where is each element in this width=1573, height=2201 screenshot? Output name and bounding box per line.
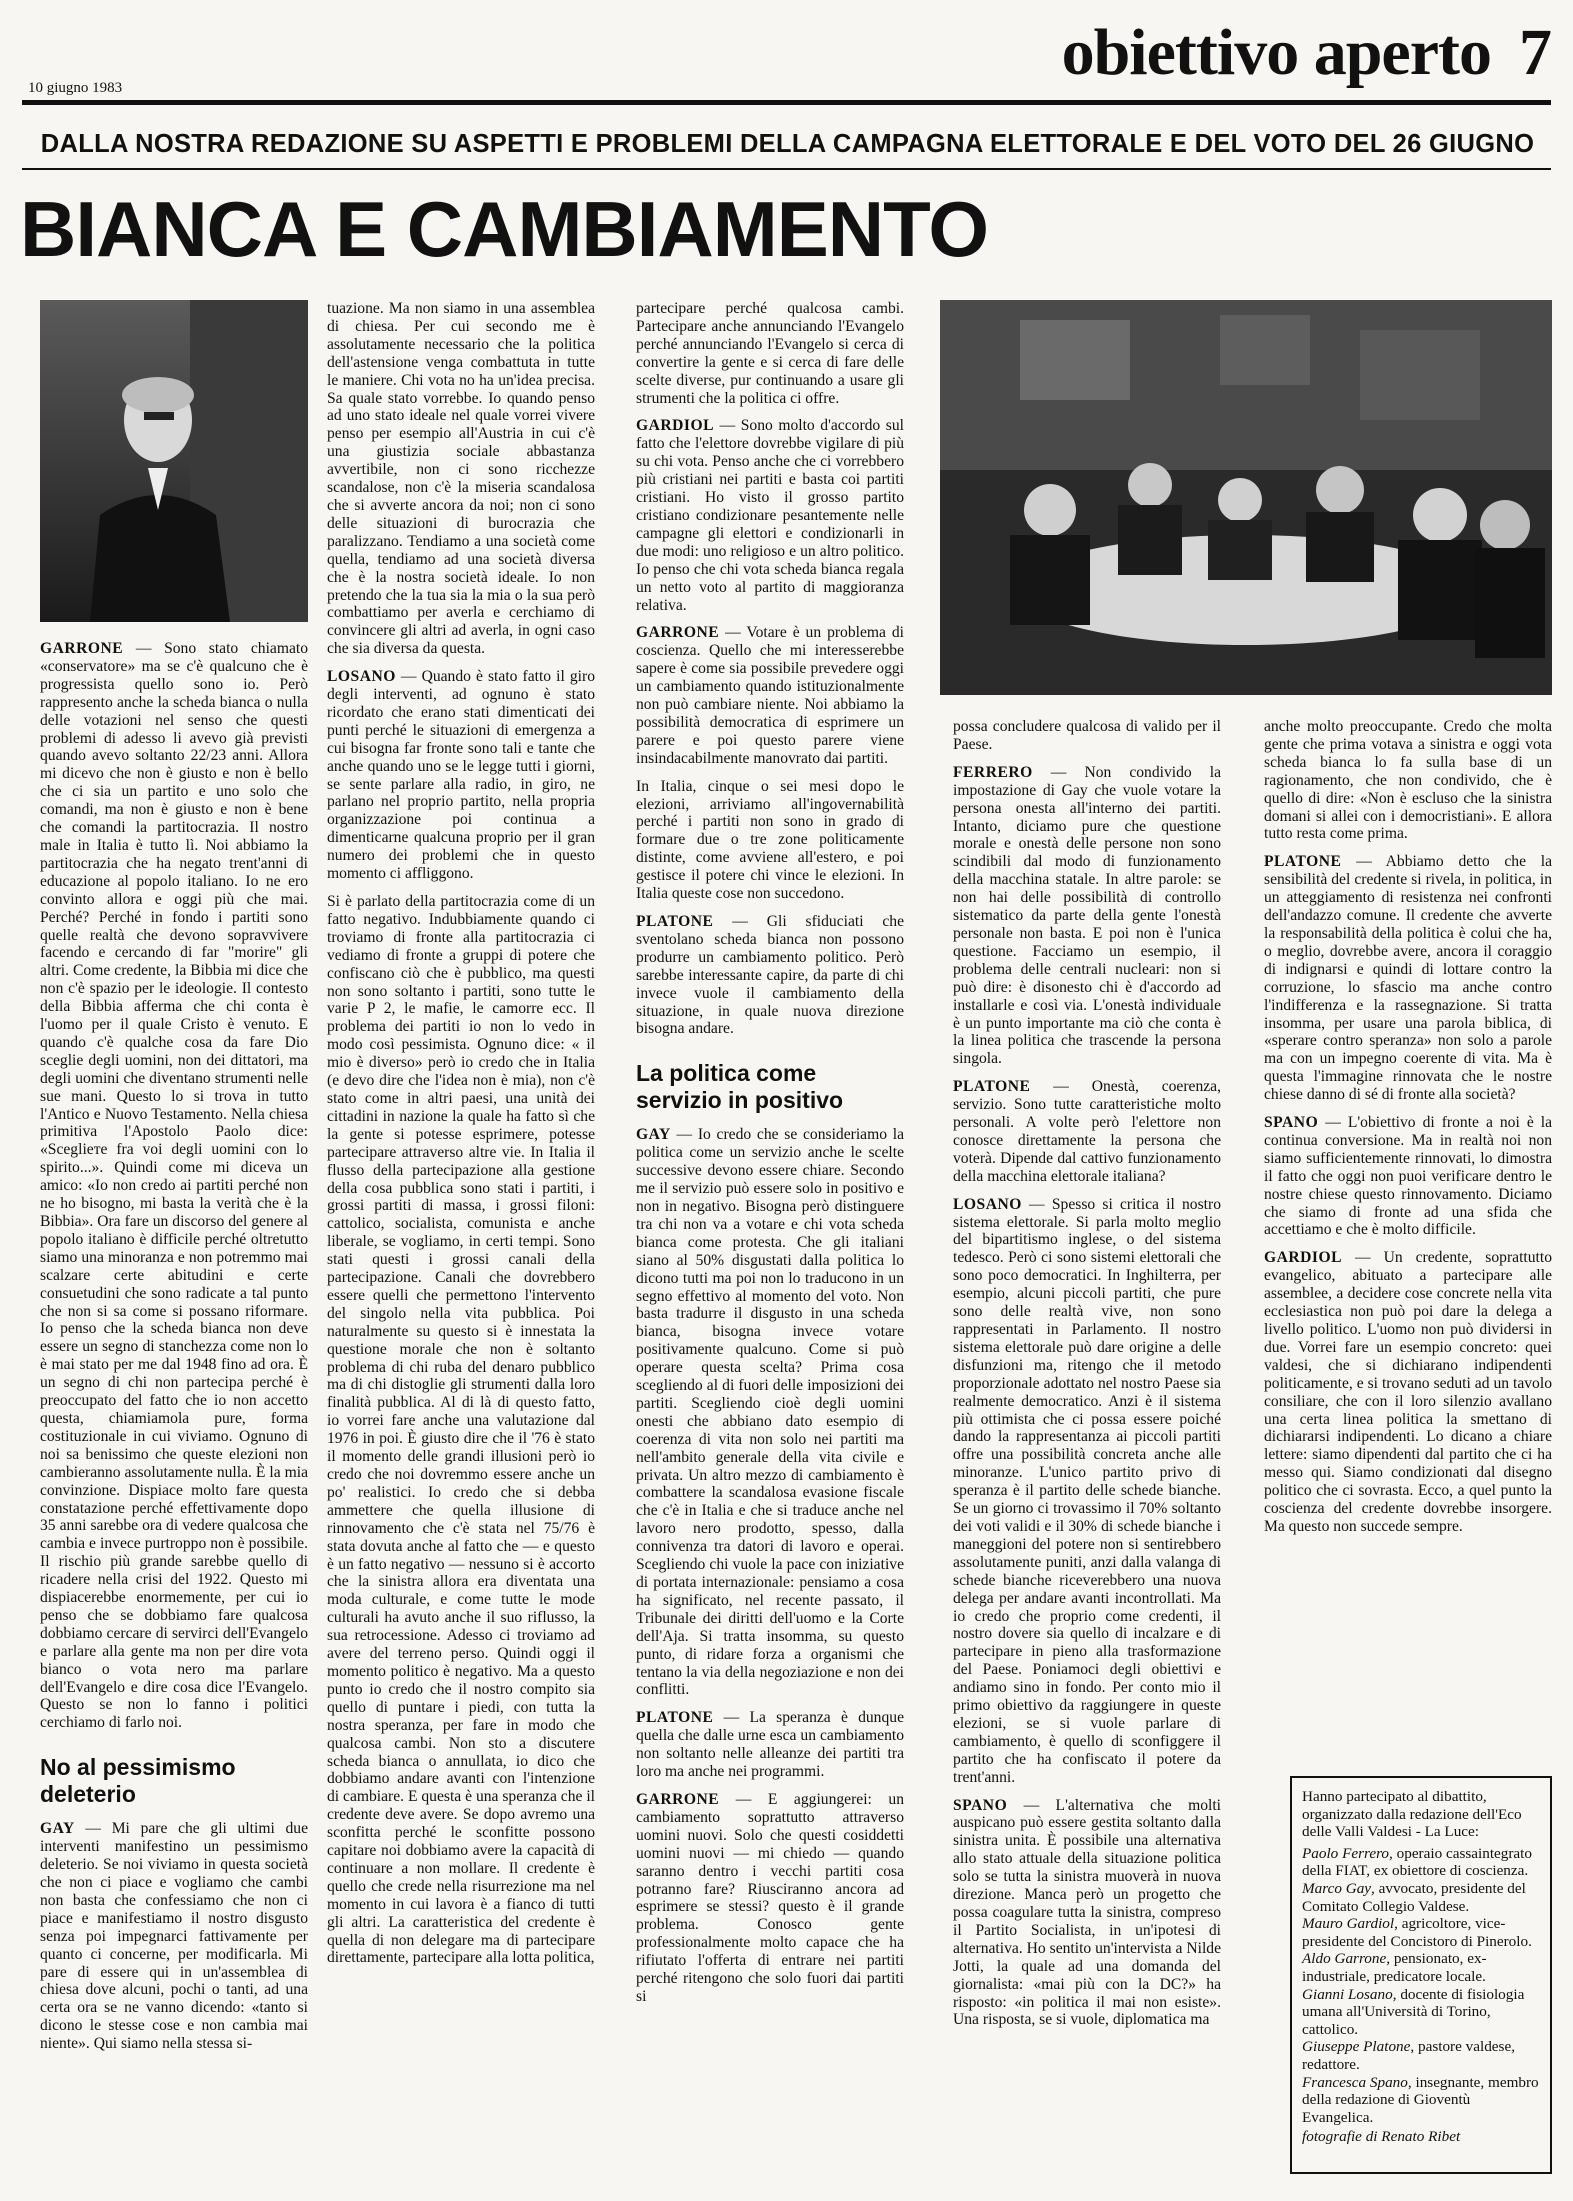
paragraph xyxy=(636,417,904,614)
paragraph-text: Sono molto d'accordo sul fatto che l'elettore dovrebbe vigilare di più su chi vota. Penso anche che ci vorrebbero più cristiani nei partiti e basta coi partiti cristiani. Ho visto il grosso partito cristiano condizionare pesantemente nelle campagne gli elettori e condizionarli in due modi: uno religioso e un altro politico. Io penso che chi vota scheda bianca regala un netto voto al partito di maggioranza relativa. xyxy=(636,417,904,614)
paragraph-text: Votare è un problema di coscienza. Quello che mi interesserebbe sapere è come sia possibile prevedere oggi un cambiamento quando istituzionalmente non può cambiare niente. Noi abbiamo la possibilità democratica di esprimere un parere e poi questo parere viene insindacabilmente manovrato dai partiti. xyxy=(636,624,904,767)
article-column-5 xyxy=(1264,718,1552,1758)
paragraph xyxy=(327,668,595,883)
paragraph xyxy=(1264,718,1552,843)
speaker-name: PLATONE xyxy=(636,913,714,930)
participant-entry xyxy=(1302,1950,1540,1985)
paragraph xyxy=(953,1078,1221,1185)
paragraph xyxy=(327,300,595,658)
paragraph-text: Abbiamo detto che la sensibilità del credente si rivela, in politica, in un atteggiamento di resistenza nei confronti dell'andazzo comune. Il credente che avverte la responsabilità della politica è colui che ha, o meglio, dovrebbe avere, ancora il coraggio di indignarsi e quindi di lottare contro la corruzione, lo sfascio ma anche contro l'indifferenza e la rassegnazione. Si tratta insomma, per usare una parola biblica, di «sperare contro speranza» non solo a parole ma con un impegno coerente di vita. Ma è questa l'immagine rinnovata che le nostre chiese danno di sé di fronte alla società? xyxy=(1264,853,1552,1104)
paragraph xyxy=(327,893,595,1967)
paragraph-text: Onestà, coerenza, servizio. Sono tutte caratteristiche molto personali. A volte però l'elettore non conosce direttamente la persona che voterà. Dipende dal cattivo funzionamento della macchina elettorale italiana? xyxy=(953,1078,1221,1185)
speaker-name: GARRONE xyxy=(636,1790,720,1808)
paragraph-text: Quando è stato fatto il giro degli interventi, ad ognuno è stato ricordato che erano stati dimenticati dei punti perché le situazioni di emergenza a cui bisogna far fronte sono tali e tante che anche quando uno se le legge tutti i giorni, se sente parlare alla radio, in giro, ne parlano nel proprio partito, nella propria organizzazione poi continua a dimenticarne qualcuna proprio per il gran numero dei problemi che in questo momento ci affliggono. xyxy=(327,668,595,883)
participant-role: , operaio cassaintegrato della FIAT, ex obiettore di coscienza. xyxy=(1302,1844,1532,1880)
participant-name: Paolo Ferrero xyxy=(1302,1844,1390,1862)
article-column-4 xyxy=(953,718,1221,2180)
speaker-name: PLATONE xyxy=(953,1078,1031,1096)
participants-list xyxy=(1302,1845,1540,2127)
paragraph xyxy=(953,718,1221,754)
speaker-name: GARDIOL xyxy=(636,417,715,435)
subheading: La politica come servizio in positivo xyxy=(636,1060,844,1114)
speaker-name: GAY xyxy=(40,1820,75,1838)
group-discussion-photo xyxy=(940,300,1552,695)
participant-entry xyxy=(1302,1845,1540,1880)
kicker-rule xyxy=(22,168,1551,170)
paragraph xyxy=(40,640,308,1732)
speaker-name: GARDIOL xyxy=(1264,1249,1343,1267)
kicker-line: DALLA NOSTRA REDAZIONE SU ASPETTI E PROBLEMI DELLA CAMPAGNA ELETTORALE E DEL VOTO DEL 26 GIUGNO xyxy=(40,130,1535,158)
paragraph-text: tuazione. Ma non siamo in una assemblea di chiesa. Per cui secondo me è assolutamente necessario che la politica dell'astensione venga combattuta in tutte le maniere. Chi vota no ha un'idea precisa. Sa quale stato vorrebbe. Io quando penso ad uno stato ideale nel quale vorrei vivere penso per esempio all'Austria in cui c'è una giustizia sociale abbastanza avvertibile, non ci sono ricchezze scandalose, non c'è la miseria scandalosa che si avverte ancora da noi; non ci sono delle situazioni di burocrazia che paralizzano. Tendiamo a una società come quella, tendiamo ad una società diversa che è la nostra società ideale. Io non pretendo che la tua sia la mia o la sua però combattiamo per averla e cerchiamo di convincere gli altri ad averla, in ogni caso che sia diversa da questa. xyxy=(327,300,595,658)
participant-entry xyxy=(1302,1915,1540,1950)
paragraph-text: In Italia, cinque o sei mesi dopo le elezioni, arriviamo all'ingovernabilità perché i partiti non sono in grado di formare due o tre zone politicamente distinte, come avviene all'estero, e poi gestisce il potere chi vince le elezioni. In Italia queste cose non succedono. xyxy=(636,777,904,903)
participant-name: Aldo Garrone xyxy=(1302,1950,1387,1968)
speaker-dash: — xyxy=(395,668,422,686)
paragraph xyxy=(636,913,904,1038)
paragraph-text: L'obiettivo di fronte a noi è la continua conversione. Ma in realtà noi non siamo sufficientemente rinnovati, lo dimostra il fatto che oggi non puoi verificare dentro le nostre chiese questo rinnovamento. Diciamo che siamo di fronte ad una sfida che accettiamo e che è molto difficile. xyxy=(1264,1114,1552,1239)
paragraph-text: Spesso si critica il nostro sistema elettorale. Si parla molto meglio del bipartitismo inglese, o del sistema tedesco. Però ci sono sistemi elettorali che sono poco democratici. In Inghilterra, per esempio, alcuni piccoli partiti, che pure sono delle realtà vive, non sono rappresentati in Parlamento. Il nostro sistema elettorale può dare origine a delle disfunzioni ma, ritengo che il metodo proporzionale adottato nel nostro Paese sia realmente democratico. Anzi è il sistema più ottimista che ci possa essere poiché dando la rappresentanza ai piccoli partiti offre una possibilità concreta anche alle minoranze. L'unico partito privo di speranza è il partito delle schede bianche. Se un giorno ci trovassimo il 70% soltanto dei voti validi e il 30% di schede bianche i maneggioni del potere non si sentirebbero assolutamente puniti, anzi dalla valanga di schede bianche riceverebbero una nuova delega per andare avanti incontrollati. Ma io credo che proprio come credenti, il nostro dovere sia quello di incalzare e di partecipare in pieno alla trasformazione del Paese. Poniamoci degli obiettivi e andiamo sino in fondo. Per conto mio il primo obiettivo da raggiungere in queste elezioni, se si vuole parlare di cambiamento, è quello di sconfiggere il partito che ha confiscato il potere da trent'anni. xyxy=(953,1195,1221,1786)
participant-name: Gianni Losano xyxy=(1302,1985,1393,2003)
paragraph-text: anche molto preoccupante. Credo che molta gente che prima votava a sinistra e oggi vota scheda bianca lo fa sulla base di un ragionamento, che non condivido, che è quello di dire: «Non è escluso che la sinistra domani si allei con i democristiani». E allora tutto resta come prima. xyxy=(1264,718,1552,843)
speaker-dash: — xyxy=(1021,1195,1052,1213)
paragraph xyxy=(40,1820,308,2053)
speaker-name: GAY xyxy=(636,1126,671,1144)
participant-role: , pensionato, ex-industriale, predicatore locale. xyxy=(1302,1950,1487,1985)
headline: BIANCA E CAMBIAMENTO xyxy=(20,185,988,273)
speaker-dash: — xyxy=(1342,1249,1384,1267)
participants-intro: Hanno partecipato al dibattito, organizzato dalla redazione dell'Eco delle Valli Valdesi - La Luce: xyxy=(1302,1788,1522,1841)
participant-role: , avvocato, presidente del Comitato Collegio Valdese. xyxy=(1302,1879,1526,1915)
article-column-1 xyxy=(40,640,308,2180)
paragraph xyxy=(1264,1114,1552,1239)
participant-role: , docente di fisiologia umana all'Università di Torino, cattolico. xyxy=(1302,1985,1525,2038)
portrait-photo-icon xyxy=(40,300,308,622)
speaker-dash: — xyxy=(74,1820,112,1838)
section-title: obiettivo aperto xyxy=(1061,16,1491,89)
participant-name: Mauro Gardiol xyxy=(1302,1915,1395,1933)
participant-role: , insegnante, membro della redazione di Gioventù Evangelica. xyxy=(1302,2073,1539,2126)
paragraph xyxy=(636,624,904,767)
article-column-2 xyxy=(327,300,595,2180)
subheading: No al pessimismo deleterio xyxy=(40,1754,236,1808)
article-column-3 xyxy=(636,300,904,2180)
masthead-rule xyxy=(22,100,1551,105)
speaker-name: LOSANO xyxy=(953,1195,1022,1213)
paragraph xyxy=(953,764,1221,1068)
speaker-name: FERRERO xyxy=(953,763,1033,781)
speaker-name: LOSANO xyxy=(327,668,396,686)
group-discussion-photo-icon xyxy=(940,300,1552,695)
speaker-dash: — xyxy=(1007,1796,1056,1814)
paragraph xyxy=(636,300,904,407)
paragraph-text: Gli sfiduciati che sventolano scheda bianca non possono produrre un cambiamento politico. Però sarebbe interessante capire, da parte di chi invece vuole il cambiamento della situazione, in quale nuova direzione bisogna andare. xyxy=(636,913,904,1038)
photo-credit: fotografie di Renato Ribet xyxy=(1302,2128,1461,2146)
speaker-dash: — xyxy=(123,640,165,657)
paragraph xyxy=(636,1791,904,2006)
participant-name: Francesca Spano xyxy=(1302,2073,1408,2091)
speaker-dash: — xyxy=(714,417,741,435)
speaker-dash: — xyxy=(719,1790,768,1808)
paragraph-text: Non condivido la impostazione di Gay che vuole votare la persona onesta all'interno dei partiti. Intanto, diciamo pure che questione morale e onestà delle persone non sono scindibili dal modo di funzionamento della macchina statale. In altre parole: se non hai delle possibilità di controllo sistematico da parte della gente l'onestà personale non basta. E poi non è l'unica questione. Facciamo un esempio, il problema delle centrali nucleari: non si può dire: è disonesto chi è d'accordo ad installarle e così via. L'onestà individuale è un punto importante ma ciò che conta è la linea politica che trascende la persona singola. xyxy=(953,763,1221,1068)
paragraph-text: Mi pare che gli ultimi due interventi manifestino un pessimismo deleterio. Se noi viviamo in questa società che non ci piace e vogliamo che cambi non basta che confessiamo che non ci piace e manifestiamo il nostro disgusto senza poi impegnarci fattivamente per quanto ci concerne, per modificarla. Mi pare di essere qui in un'assemblea di chiesa dove alcuni, pochi o tanti, ad una certa ora se ne vanno dicendo: «tanto si dicono le stesse cose e non cambia mai niente». Qui siamo nella stessa si- xyxy=(40,1820,308,2053)
participant-entry xyxy=(1302,1880,1540,1915)
page-number: 7 xyxy=(1519,16,1551,89)
speaker-name: GARRONE xyxy=(40,640,124,657)
speaker-name: SPANO xyxy=(1264,1114,1319,1132)
participant-role: , agricoltore, vice-presidente del Concistoro di Pinerolo. xyxy=(1302,1915,1532,1950)
participant-name: Giuseppe Platone xyxy=(1302,2038,1411,2056)
paragraph-text: L'alternativa che molti auspicano può essere gestita soltanto dalla sinistra unita. È possibile una alternativa allo stato attuale della situazione politica solo se tutta la sinistra muoverà in nuova direzione. Manca però un progetto che possa coagulare tutta la sinistra, compreso il Partito Socialista, in un'ipotesi di alternativa. Ho sentito un'intervista a Nilde Jotti, la quale ad una domanda del giornalista: «mai più con la DC?» ha risposto: «in politica il mai non esiste». Una risposta, se si vuole, diplomatica ma xyxy=(953,1796,1221,2029)
paragraph-text: possa concludere qualcosa di valido per il Paese. xyxy=(953,718,1221,753)
participant-role: , pastore valdese, redattore. xyxy=(1302,2038,1515,2073)
portrait-photo xyxy=(40,300,308,622)
paragraph-text: Si è parlato della partitocrazia come di un fatto negativo. Indubbiamente quando ci troviamo di fronte alla partitocrazia ci vediamo di fronte a gruppi di potere che confiscano ciò che è pubblico, ma questi non sono soltanto i partiti, sono tutte le varie P 2, le mafie, le camorre ecc. Il problema dei partiti io non lo vedo in modo così pessimista. Ognuno dice: « il mio è diverso» però io credo che in Italia (e devo dire che l'idea non è mia), non c'è stato come in altri paesi, una unità dei cittadini in nazione la quale ha fatto sì che la gente si potesse esprimere, potesse partecipare attraverso altre vie. In Italia il flusso della partecipazione alla gestione della cosa pubblica sono stati i partiti, i grossi partiti di massa, i grossi filoni: cattolico, socialista, comunista e anche liberale, se vogliamo, in certi tempi. Sono stati questi i grossi canali della partecipazione. Canali che dovrebbero essere quelli che permettono l'intervento del singolo nella vita pubblica. Poi naturalmente su questo si è innestata la questione morale che non è soltanto problema di chi ruba del denaro pubblico ma di chi distoglie gli strumenti dalla loro finalità pubblica. Al di là di questo fatto, io vorrei fare anche una valutazione dal 1976 in poi. È giusto dire che il '76 è stato il momento delle grandi illusioni però io credo che noi dovremmo essere anche un po' realistici. Io credo che si debba ammettere che quella illusione di rinnovamento che c'è stata nel 75/76 è stata dovuta anche al fatto che — e questo è un fatto negativo — nessuno si è accorto che la sinistra allora era diventata una moda culturale, e come tutte le mode culturali ha avuto anche il suo riflusso, la sua retrocessione. Adesso ci troviamo ad avere del terreno perso. Quindi oggi il momento politico è negativo. Ma a questo punto io credo che il nostro compito sia quello di puntare i piedi, con tutta la nostra speranza, per fare in modo che qualcosa cambi. Non sto a discutere scheda bianca o annullata, io dico che dobbiamo andare avanti con l'intenzione di cambiare. E questa è una speranza che il credente deve avere. Se dopo avremo una sconfitta perché le sconfitte possono capitare noi dobbiamo avere la capacità di continuare a non mollare. Il credente è quello che crede nella risurrezione ma nel momento in cui lavora è a fianco di tutti gli altri. La caratteristica del credente è quella di non delegare ma di partecipare direttamente, partecipare alla lotta politica, xyxy=(327,893,595,1967)
paragraph-text: partecipare perché qualcosa cambi. Partecipare anche annunciando l'Evangelo perché annunciando l'Evangelo si cerca di convertire la gente e si cerca di fare delle scelte diverse, pur continuando a usare gli strumenti che la politica ci offre. xyxy=(636,300,904,407)
participant-entry xyxy=(1302,1986,1540,2039)
paragraph xyxy=(953,1797,1221,2030)
paragraph-text: Sono stato chiamato «conservatore» ma se c'è qualcuno che è progressista quello sono io. Però rappresento anche la scheda bianca o nulla delle votazioni nel senso che questi problemi di adesso li avevo già previsti quando avevo soltanto 22/23 anni. Allora mi dicevo che non è giusto e non è bello che ci sia un partito e uno solo che comandi, ma non è giusto e non è bene che comandi la partitocrazia. Il nostro male in Italia è tutto lì. Noi abbiamo la partitocrazia che ha negato trent'anni di educazione al popolo italiano. Io ne ero convinto allora e oggi più che mai. Perché? Perché in fondo i partiti sono quelle realtà che devono sopravvivere facendo e cercando di far "morire" gli altri. Come credente, la Bibbia mi dice che non c'è spazio per le ideologie. Il contesto della Bibbia afferma che chi conta è l'uomo per il quale Cristo è venuto. E quando c'è qualche cosa da fare Dio sceglie degli uomini, non dei dittatori, ma degli uomini che diventano strumenti nelle sue mani. Questo lo si trova in tutto l'Antico e Nuovo Testamento. Nella chiesa primitiva l'Apostolo Paolo dice: «Sceglieте fra voi degli uomini con lo spirito...». Quindi come mi diceva un amico: «Io non credo ai partiti perché non ne ho bisogno, mi basta la verità che è la Bibbia». Ora fare un discorso del genere al popolo italiano è difficile perché oltretutto siamo una minoranza e non potremmo mai scalzare certe abitudini e certe consuetudini che sono radicate a tal punto che non si sa come si possano riformare. Io penso che la scheda bianca non deve essere un segno di stanchezza come non lo è mai stato per me dal 1948 fino ad ora. È un segno di chi non partecipa perché è preoccupato del fatto che io non accetto questa, chiamiamola pure, forma costituzionale in cui viviamo. Ognuno di noi sa benissimo che queste elezioni non cambieranno assolutamente nulla. È la mia convinzione. Dispiace molto fare questa constatazione perché effettivamente dopo 35 anni sarebbe ora di vedere qualcosa che cambia e invece purtroppo non è possibile. Il rischio più grande sarebbe quello di ricadere nella crisi del 1922. Questo mi dispiacerebbe enormemente, per cui io penso che se dobbiamo fare qualcosa dobbiamo cercare di servirci dell'Evangelo e parlare alla gente ma non per dire vota bianco o vota nero ma parlare dell'Evangelo e dire cosa dice l'Evangelo. Questo se non lo fanno i politici cerchiamo di farlo noi. xyxy=(40,640,308,1732)
participant-entry xyxy=(1302,2074,1540,2127)
section-masthead xyxy=(1061,16,1551,89)
speaker-dash: — xyxy=(1032,763,1085,781)
speaker-dash: — xyxy=(713,1709,750,1727)
speaker-dash: — xyxy=(1318,1114,1348,1132)
speaker-name: PLATONE xyxy=(1264,853,1342,871)
speaker-dash: — xyxy=(1341,853,1386,871)
participant-entry xyxy=(1302,2038,1540,2073)
speaker-dash: — xyxy=(670,1126,698,1144)
paragraph xyxy=(636,1709,904,1781)
paragraph xyxy=(636,1126,904,1699)
participant-name: Marco Gay xyxy=(1302,1879,1372,1897)
speaker-dash: — xyxy=(713,913,767,930)
speaker-dash: — xyxy=(1030,1078,1092,1096)
issue-date: 10 giugno 1983 xyxy=(28,80,123,96)
paragraph-text: E aggiungerei: un cambiamento soprattutto attraverso uomini nuovi. Solo che questi cosiddetti uomini nuovi — mi chiedo — quando saranno dentro i vecchi partiti cosa potranno fare? Riusciranno ancora ad esprimere se stessi? questo è il grande problema. Conosco gente professionalmente molto capace che ha rifiutato l'offerta di entrare nei partiti perché ritengono che solo fuori dai partiti si xyxy=(636,1790,904,2005)
participants-box xyxy=(1290,1776,1552,2174)
paragraph-text: Un credente, soprattutto evangelico, abituato a partecipare alle assemblee, a decidere cose concrete nella vita ecclesiastica non può poi dare la delega a livello politico. L'uomo non può dividersi in due. Vorrei fare un esempio concreto: quei valdesi, che si dichiarano indipendenti politicamente, e si trovano seduti ad un tavolo consiliare, che con il loro silenzio avallano una certa linea politica la smettano di dichiararsi indipendenti. Lo dicano a chiare lettere: siamo dipendenti dal partito che ci ha messo qui. Siamo condizionati dal disegno politico che ci sovrasta. Ecco, a quel punto la coscienza del credente dovrebbe insorgere. Ma questo non succede sempre. xyxy=(1264,1249,1552,1535)
paragraph xyxy=(1264,853,1552,1104)
speaker-name: GARRONE xyxy=(636,624,720,642)
speaker-name: PLATONE xyxy=(636,1709,714,1727)
paragraph xyxy=(953,1196,1221,1787)
paragraph-text: Io credo che se consideriamo la politica come un servizio anche le scelte successive devono essere chiare. Secondo me il servizio può essere solo in positivo e non in negativo. Bisogna però distinguere tra chi non va a votare e chi vota scheda bianca come protesta. Che gli italiani siano al 50% disgustati dalla politica lo dicono tutti ma poi non lo traducono in un segno effettivo al momento del voto. Non basta tradurre il disgusto in una scheda bianca, bisogna invece votare positivamente qualcuno. Come si può operare questa scelta? Prima cosa scegliendo al di fuori delle imposizioni dei partiti. Scegliendo cioè degli uomini onesti che abbiano dato esempio di coerenza di vita non solo nei partiti ma nell'ambito generale della vita civile e privata. Un altro mezzo di cambiamento è combattere la scandalosa evasione fiscale che c'è in Italia e che si traduce anche nel lavoro nero prodotto, spesso, dalla connivenza tra datori di lavoro e operai. Scegliendo chi vuole la pace con iniziative di portata internazionale: pensiamo a cosa ha significato, nel recente passato, il Tribunale dei diritti dell'uomo e la Corte dell'Aja. Si tratta insomma, su questo punto, di ridare forza a organismi che tentano la via della negoziazione e non dei conflitti. xyxy=(636,1126,904,1699)
speaker-dash: — xyxy=(719,624,747,642)
paragraph-text: La speranza è dunque quella che dalle urne esca un cambiamento non soltanto nelle alleanze dei partiti tra loro ma anche nei programmi. xyxy=(636,1709,904,1781)
paragraph xyxy=(1264,1249,1552,1536)
paragraph xyxy=(636,778,904,903)
speaker-name: SPANO xyxy=(953,1796,1008,1814)
